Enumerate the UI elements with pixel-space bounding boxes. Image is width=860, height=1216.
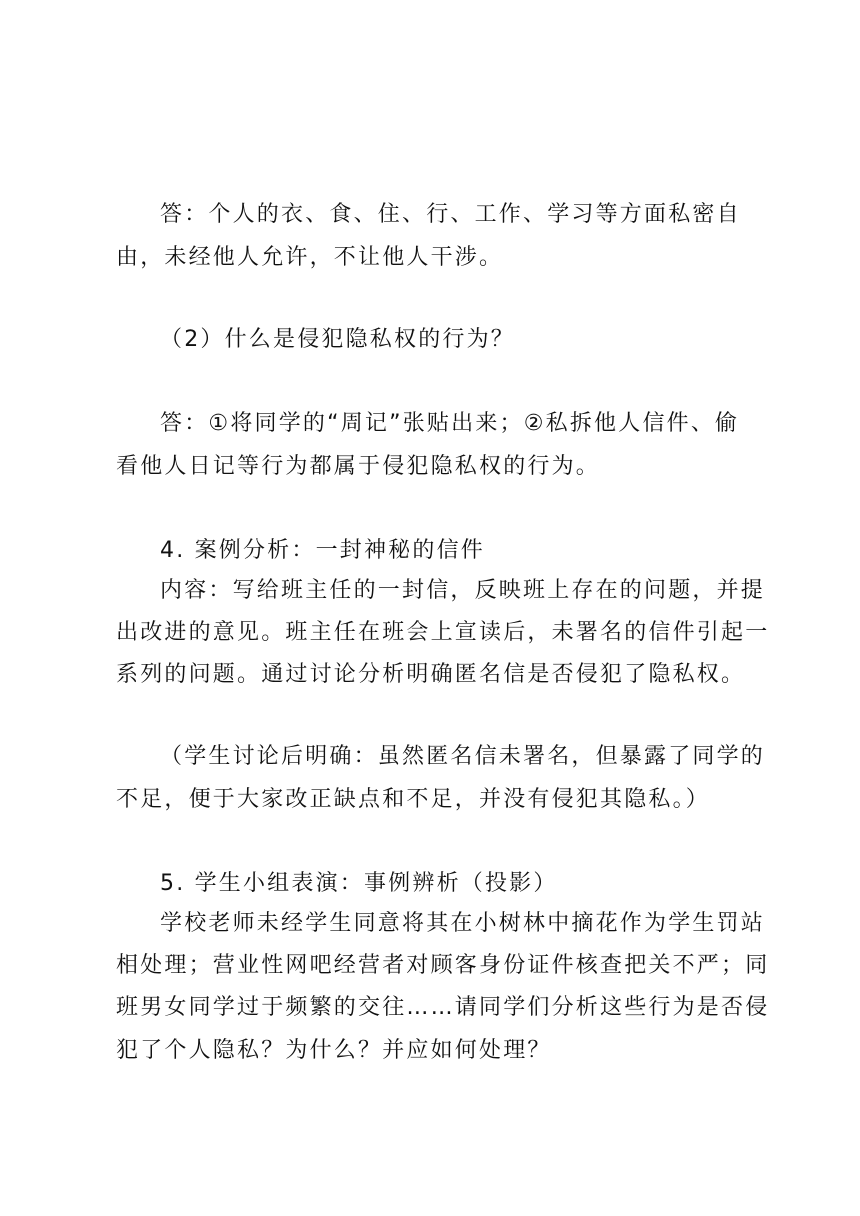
section5-line3: 班男女同学过于频繁的交往……请同学们分析这些行为是否侵 (116, 995, 770, 1020)
discussion-line2: 不足，便于大家改正缺点和不足，并没有侵犯其隐私。） (116, 787, 711, 812)
section4-heading: 4. 案例分析：一封神秘的信件 (160, 538, 485, 563)
section4-line1: 内容：写给班主任的一封信，反映班上存在的问题，并提 (160, 578, 766, 603)
section4-line3: 系列的问题。通过讨论分析明确匿名信是否侵犯了隐私权。 (116, 662, 746, 687)
answer2-line2: 看他人日记等行为都属于侵犯隐私权的行为。 (116, 454, 601, 479)
section5-heading: 5. 学生小组表演：事例辨析（投影） (160, 871, 558, 896)
section4-line2: 出改进的意见。班主任在班会上宣读后，未署名的信件引起一 (116, 620, 770, 645)
section5-line2: 相处理；营业性网吧经营者对顾客身份证件核查把关不严；同 (116, 953, 770, 978)
question2: （2）什么是侵犯隐私权的行为？ (160, 327, 515, 352)
section5-line1: 学校老师未经学生同意将其在小树林中摘花作为学生罚站 (160, 911, 766, 936)
answer1-line1: 答：个人的衣、食、住、行、工作、学习等方面私密自 (160, 202, 741, 227)
section5-line4: 犯了个人隐私？为什么？并应如何处理？ (116, 1038, 552, 1063)
discussion-line1: （学生讨论后明确：虽然匿名信未署名，但暴露了同学的 (160, 744, 766, 769)
answer2-line1: 答：①将同学的“周记”张贴出来；②私拆他人信件、偷 (160, 411, 740, 436)
answer1-line2: 由，未经他人允许，不让他人干涉。 (116, 245, 504, 270)
